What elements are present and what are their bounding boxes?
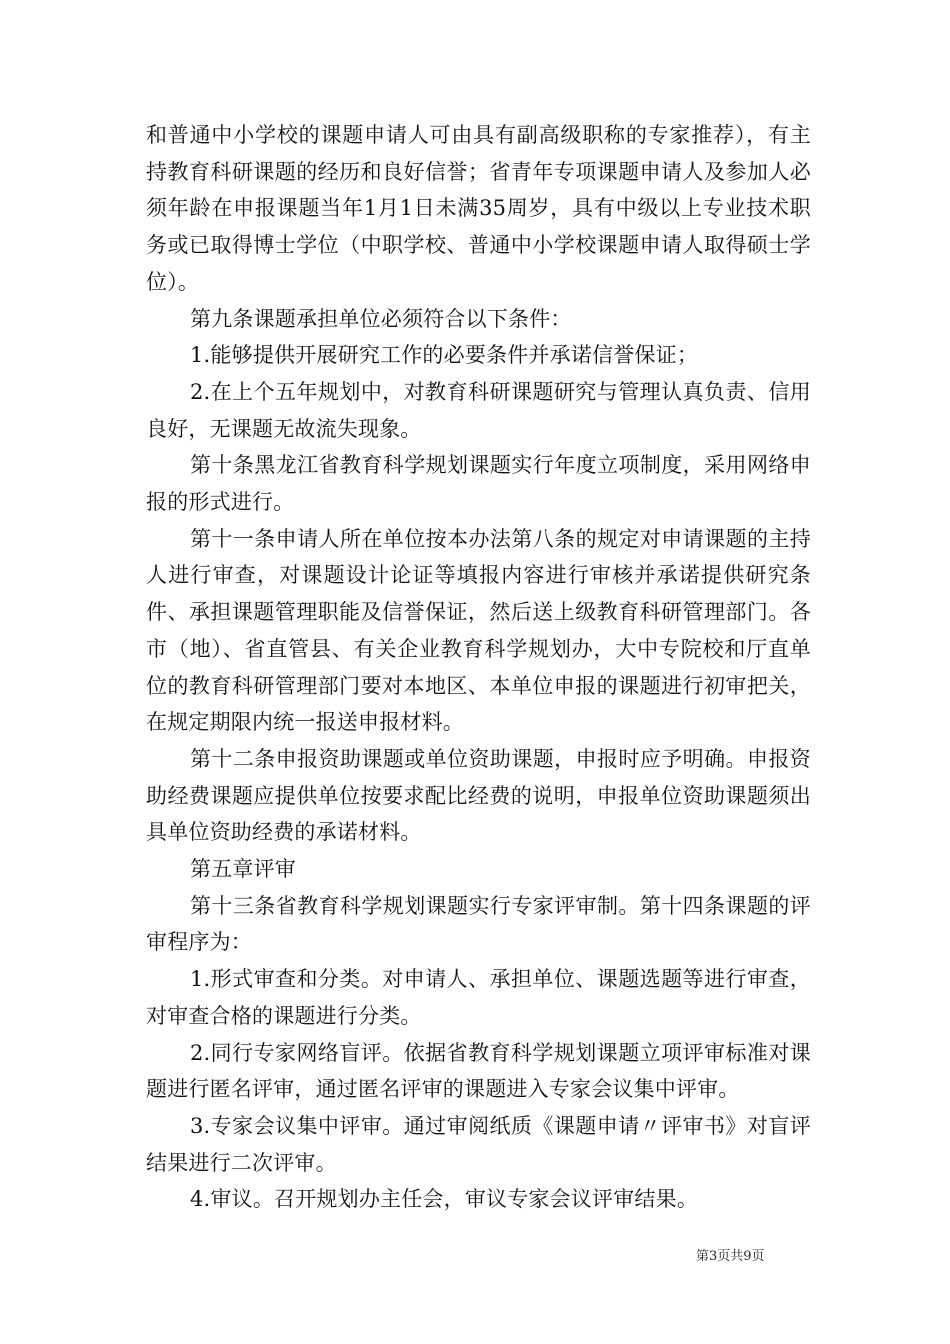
paragraph-article-12: 第十二条申报资助课题或单位资助课题，申报时应予明确。申报资助经费课题应提供单位按要求配比经费的说明，申报单位资助课题须出具单位资助经费的承诺材料。: [146, 746, 811, 845]
chapter-heading: 第五章评审: [190, 857, 296, 882]
paragraph-article-9: 第九条课题承担单位必须符合以下条件：: [190, 306, 572, 331]
paragraph-continuation: 和普通中小学校的课题申请人可由具有副高级职称的专家推荐），有主持教育科研课题的经历和良好信誉；省青年专项课题申请人及参加人必须年龄在申报课题当年1月1日未满35周岁，具有中级以上专业技术职务或已取得博士学位（中职学校、普通中小学校课题申请人取得硕士学位）。: [146, 123, 811, 294]
document-body: [146, 117, 811, 1218]
paragraph-article-10: 第十条黑龙江省教育科学规划课题实行年度立项制度，采用网络申报的形式进行。: [146, 453, 811, 515]
paragraph-review-step-4: 4.审议。召开规划办主任会，审议专家会议评审结果。: [190, 1187, 699, 1212]
paragraph-review-step-3: 3.专家会议集中评审。通过审阅纸质《课题申请〃评审书》对盲评结果进行二次评审。: [146, 1113, 811, 1175]
page-number: 第3页共9页: [696, 1249, 765, 1264]
paragraph-article-11: 第十一条申请人所在单位按本办法第八条的规定对申请课题的主持人进行审查，对课题设计论证等填报内容进行审核并承诺提供研究条件、承担课题管理职能及信誉保证，然后送上级教育科研管理部门。各市（地）、省直管县、有关企业教育科学规划办，大中专院校和厅直单位的教育科研管理部门要对本地区、本单位申报的课题进行初审把关，在规定期限内统一报送申报材料。: [146, 526, 811, 735]
paragraph-article-9-item-2: 2.在上个五年规划中，对教育科研课题研究与管理认真负责、信用良好，无课题无故流失现象。: [146, 379, 811, 441]
paragraph-article-13-14: 第十三条省教育科学规划课题实行专家评审制。第十四条课题的评审程序为：: [146, 893, 811, 955]
paragraph-article-9-item-1: 1.能够提供开展研究工作的必要条件并承诺信誉保证；: [190, 343, 699, 368]
paragraph-review-step-1: 1.形式审查和分类。对申请人、承担单位、课题选题等进行审查，对审查合格的课题进行分类。: [146, 967, 811, 1028]
paragraph-review-step-2: 2.同行专家网络盲评。依据省教育科学规划课题立项评审标准对课题进行匿名评审，通过匿名评审的课题进入专家会议集中评审。: [146, 1040, 811, 1102]
